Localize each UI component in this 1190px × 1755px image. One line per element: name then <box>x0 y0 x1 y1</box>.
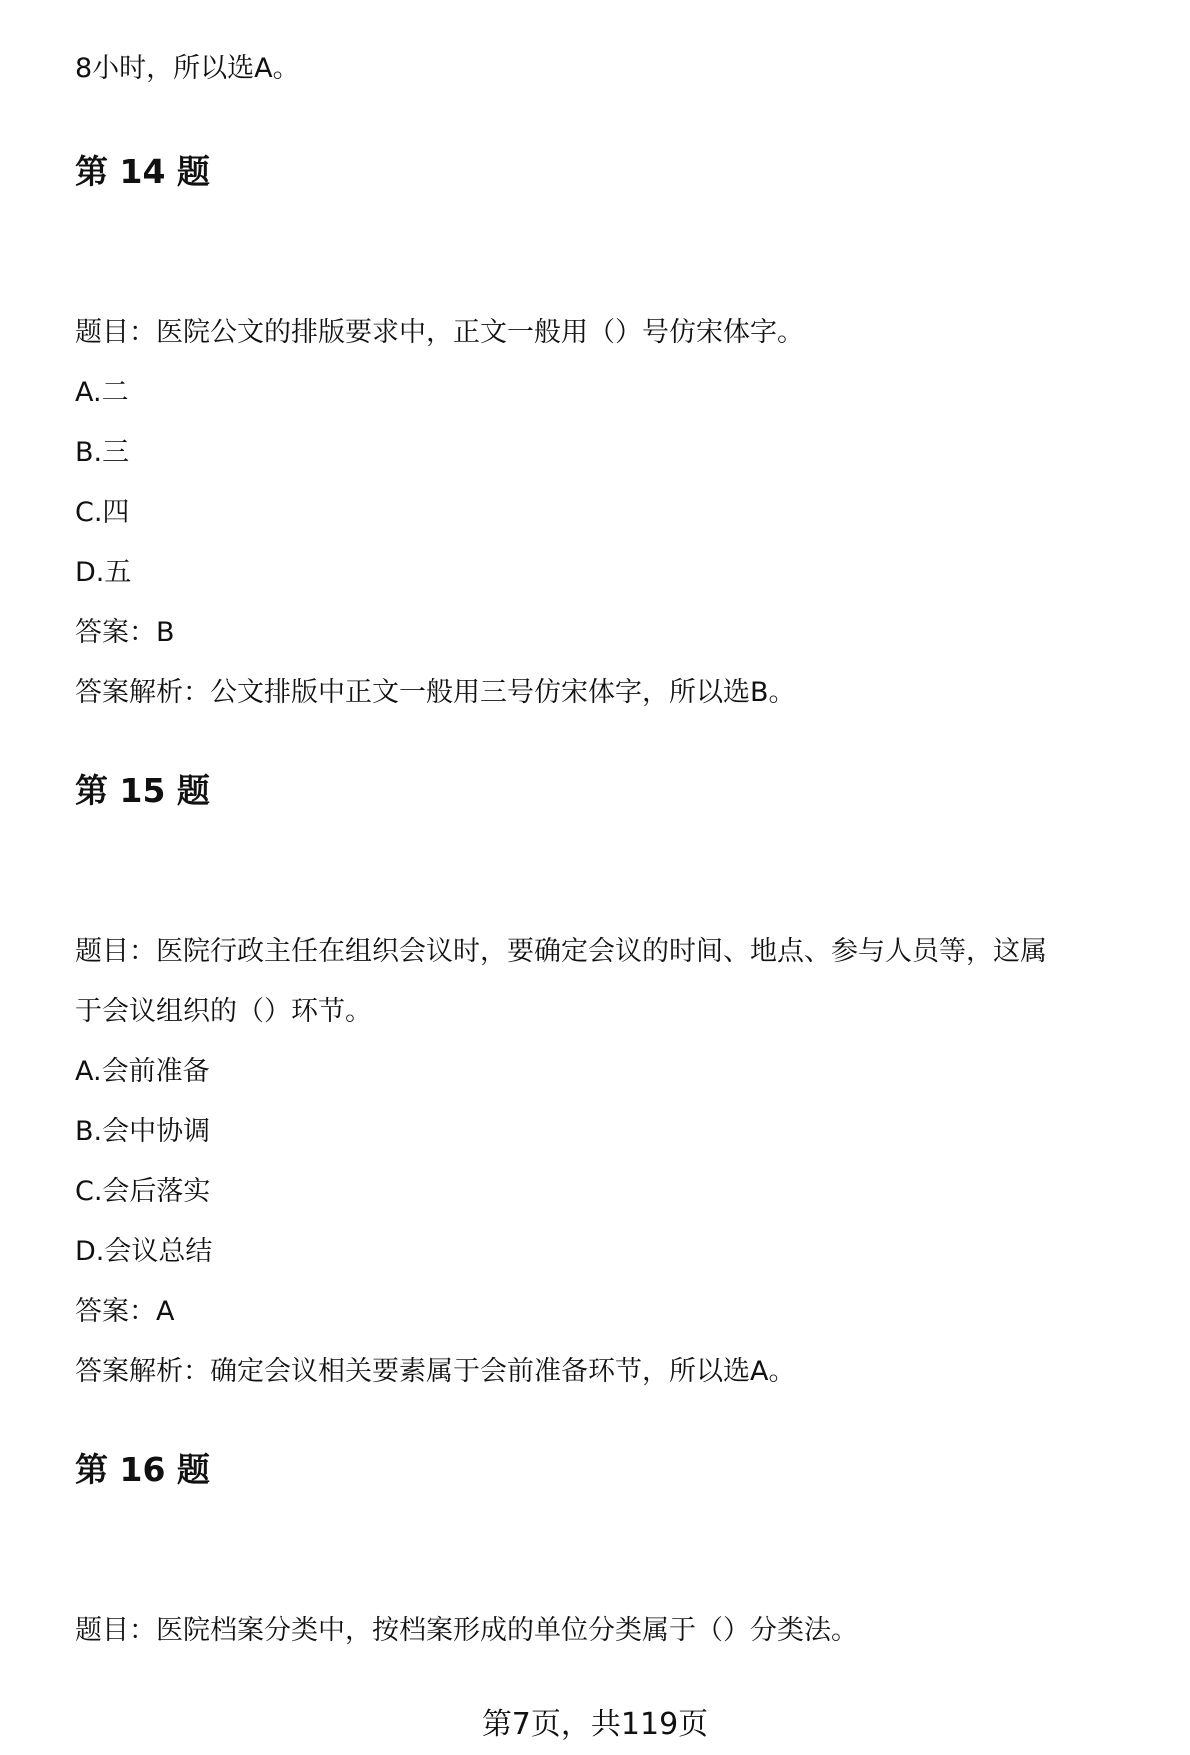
question-15-stem-line-1: 题目：医院行政主任在组织会议时，要确定会议的时间、地点、参与人员等，这属 <box>75 936 1047 967</box>
question-14-heading: 第 14 题 <box>75 152 210 191</box>
question-14-option-c: C.四 <box>75 497 130 528</box>
question-14-answer: 答案：B <box>75 617 175 648</box>
question-14-option-a: A.二 <box>75 377 129 408</box>
question-15-explanation: 答案解析：确定会议相关要素属于会前准备环节，所以选A。 <box>75 1356 796 1387</box>
question-15-option-d: D.会议总结 <box>75 1236 213 1267</box>
question-15-answer: 答案：A <box>75 1296 175 1327</box>
question-15-stem-line-2: 于会议组织的（）环节。 <box>75 996 372 1027</box>
question-15-option-b: B.会中协调 <box>75 1116 211 1147</box>
question-16-stem: 题目：医院档案分类中，按档案形成的单位分类属于（）分类法。 <box>75 1615 858 1646</box>
question-14-option-b: B.三 <box>75 437 130 468</box>
question-15-option-c: C.会后落实 <box>75 1176 211 1207</box>
carryover-text: 8小时，所以选A。 <box>75 53 300 84</box>
question-16-heading: 第 16 题 <box>75 1450 210 1489</box>
question-15-heading: 第 15 题 <box>75 771 210 810</box>
page-footer: 第7页，共119页 <box>481 1707 709 1742</box>
question-14-stem: 题目：医院公文的排版要求中，正文一般用（）号仿宋体字。 <box>75 317 804 348</box>
question-14-option-d: D.五 <box>75 557 132 588</box>
question-15-option-a: A.会前准备 <box>75 1056 210 1087</box>
question-14-explanation: 答案解析：公文排版中正文一般用三号仿宋体字，所以选B。 <box>75 677 796 708</box>
